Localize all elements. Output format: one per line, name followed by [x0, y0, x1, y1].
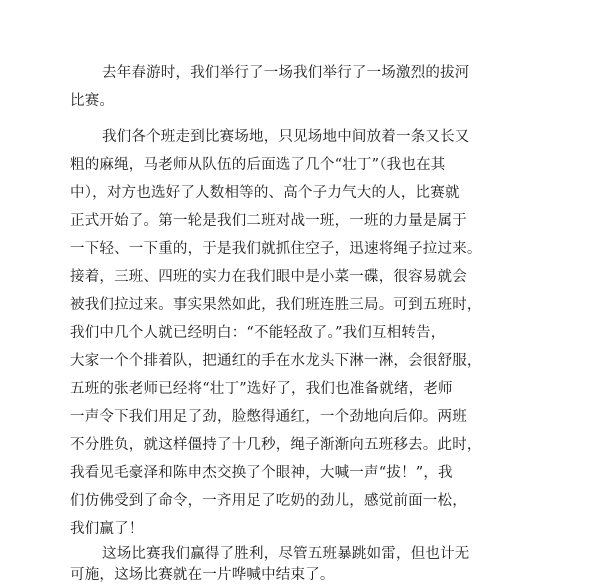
paragraph-1-line-1: 去年春游时，我们举行了一场我们举行了一场激烈的拔河	[102, 65, 470, 81]
paragraph-2-line-1: 我们各个班走到比赛场地，只见场地中间放着一条又长又	[102, 129, 470, 145]
paragraph-2-line-7: 被我们拉过来。事实果然如此，我们班连胜三局。可到五班时，	[70, 297, 482, 313]
paragraph-2-line-15: 我们赢了！	[70, 521, 144, 537]
paragraph-2-line-4: 正式开始了。第一轮是我们二班对战一班，一班的力量是属于	[70, 213, 467, 229]
paragraph-2-line-6: 接着，三班、四班的实力在我们眼中是小菜一碟，很容易就会	[70, 269, 467, 285]
paragraph-2-line-9: 大家一个个排着队，把通红的手在水龙头下淋一淋，会很舒服，	[70, 353, 482, 369]
paragraph-2-line-10: 五班的张老师已经将“壮丁”选好了，我们也准备就绪，老师	[70, 381, 453, 397]
paragraph-2-line-3: 中），对方也选好了人数相等的、高个子力气大的人，比赛就	[70, 185, 460, 201]
paragraph-1-line-2: 比赛。	[70, 93, 115, 109]
paragraph-2-line-13: 我看见毛豪泽和陈申杰交换了个眼神，大喊一声“拔！”，我	[70, 465, 453, 481]
paragraph-3-line-2: 可施，这场比赛就在一片哗喊中结束了。	[70, 567, 335, 583]
paragraph-2-line-5: 一下轻、一下重的，于是我们就抓住空子，迅速将绳子拉过来。	[70, 241, 482, 257]
paragraph-2-line-11: 一声令下我们用足了劲，脸憋得通红，一个劲地向后仰。两班	[70, 409, 467, 425]
paragraph-2-line-12: 不分胜负，就这样僵持了十几秒，绳子渐渐向五班移去。此时，	[70, 437, 482, 453]
paragraph-2-line-2: 粗的麻绳，马老师从队伍的后面选了几个“壮丁”（我也在其	[70, 157, 446, 173]
paragraph-2-line-14: 们仿佛受到了命令，一齐用足了吃奶的劲儿，感觉前面一松，	[70, 493, 467, 509]
paragraph-2-line-8: 我们中几个人就已经明白：“不能轻敌了。”我们互相转告，	[70, 325, 446, 341]
paragraph-3-line-1: 这场比赛我们赢得了胜利，尽管五班暴跳如雷，但也计无	[102, 546, 470, 562]
